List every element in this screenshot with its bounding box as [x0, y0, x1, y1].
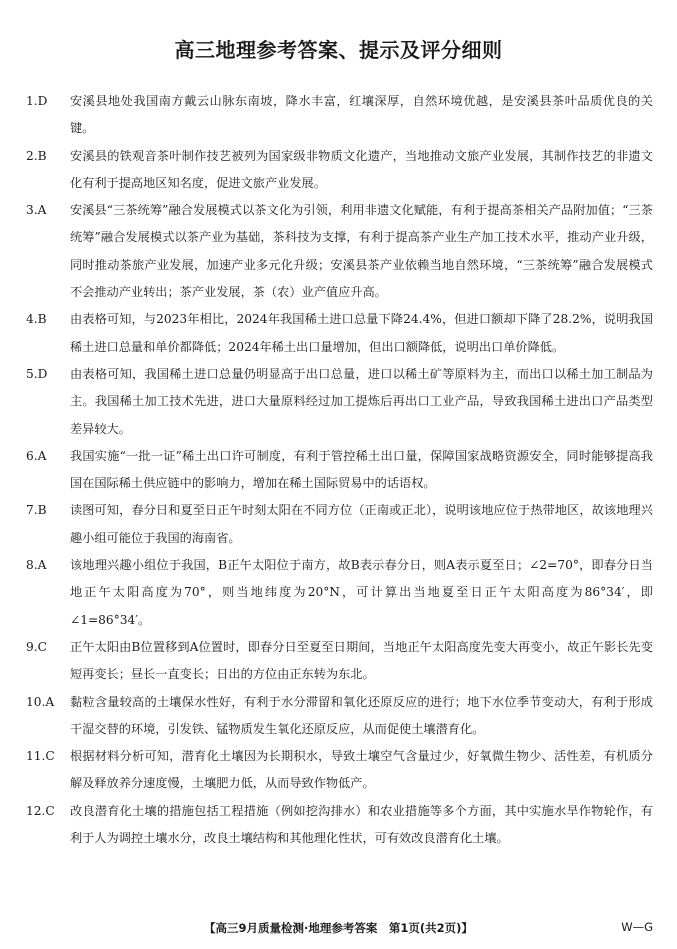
document-code: W—G	[621, 920, 653, 934]
answer-explanation: 安溪县“三茶统筹”融合发展模式以茶文化为引领，利用非遗文化赋能，有利于提高茶相关产品附加值；“三茶统筹”融合发展模式以茶产业为基础，茶科技为支撑，有利于提高茶产业生产加工技术水平，推动产业升级，同时推动茶旅产业发展，加速产业多元化升级；安溪县茶产业依赖当地自然环境，“三茶统筹”融合发展模式不会推动产业转出；茶产业发展，茶（农）业产值应升高。	[70, 203, 653, 300]
answer-explanation: 由表格可知，我国稀土进口总量仍明显高于出口总量，进口以稀土矿等原料为主，而出口以稀土加工制品为主。我国稀土加工技术先进，进口大量原料经过加工提炼后再出口工业产品，导致我国稀土进出口产品类型差异较大。	[70, 366, 653, 436]
answer-item	[26, 197, 653, 306]
page-title: 高三地理参考答案、提示及评分细则	[174, 38, 503, 62]
answer-number: 2.B	[26, 148, 47, 163]
answer-number: 3.A	[26, 203, 47, 218]
answer-number: 6.A	[26, 448, 47, 463]
answer-explanation: 安溪县地处我国南方戴云山脉东南坡，降水丰富，红壤深厚，自然环境优越，是安溪县茶叶品质优良的关键。	[70, 94, 653, 136]
answer-number: 8.A	[26, 558, 47, 573]
answer-explanation: 我国实施“一批一证”稀土出口许可制度，有利于管控稀土出口量，保障国家战略资源安全，同时能够提高我国在国际稀土供应链中的影响力，增加在稀土国际贸易中的话语权。	[70, 448, 653, 491]
answer-explanation: 由表格可知，与2023年相比，2024年我国稀土进口总量下降24.4%，但进口额却下降了28.2%，说明我国稀土进口总量和单价都降低；2024年稀土出口量增加，但出口额降低，说明出口单价降低。	[70, 312, 653, 354]
answer-item	[26, 743, 653, 798]
answer-item	[26, 689, 653, 744]
answer-item	[26, 143, 653, 198]
answer-number: 10.A	[26, 694, 55, 709]
answer-number: 1.D	[26, 94, 48, 108]
answer-item	[26, 443, 653, 498]
answer-explanation: 改良潜育化土壤的措施包括工程措施（例如挖沟排水）和农业措施等多个方面，其中实施水旱作物轮作，有利于人为调控土壤水分，改良土壤结构和其他理化性状，可有效改良潜育化土壤。	[70, 803, 653, 846]
answer-item	[26, 88, 653, 143]
answer-list	[26, 88, 653, 852]
answer-explanation: 该地理兴趣小组位于我国，B正午太阳位于南方，故B表示春分日，则A表示夏至日；∠2=70°，即春分日当地正午太阳高度为70°，则当地纬度为20°N，可计算出当地夏至日正午太阳高度为86°34′，即∠1=86°34′。	[70, 558, 653, 627]
answer-number: 7.B	[26, 503, 47, 518]
answer-explanation: 安溪县的铁观音茶叶制作技艺被列为国家级非物质文化遗产，当地推动文旅产业发展，其制作技艺的非遗文化有利于提高地区知名度，促进文旅产业发展。	[70, 148, 653, 190]
answer-item	[26, 552, 653, 634]
answer-item	[26, 361, 653, 443]
answer-item	[26, 798, 653, 853]
answer-number: 5.D	[26, 366, 48, 381]
page-footer: 【高三9月质量检测·地理参考答案 第1页(共2页)】	[204, 921, 473, 935]
answer-number: 9.C	[26, 639, 47, 654]
answer-item	[26, 306, 653, 361]
answer-explanation: 根据材料分析可知，潜育化土壤因为长期积水，导致土壤空气含量过少，好氧微生物少、活性差，有机质分解及释放养分速度慢，土壤肥力低，从而导致作物低产。	[70, 749, 653, 791]
answer-explanation: 黏粒含量较高的土壤保水性好，有利于水分滞留和氧化还原反应的进行；地下水位季节变动大，有利于形成干湿交替的环境，引发铁、锰物质发生氧化还原反应，从而促使土壤潜育化。	[70, 694, 653, 736]
answer-item	[26, 634, 653, 689]
answer-explanation: 读图可知，春分日和夏至日正午时刻太阳在不同方位（正南或正北），说明该地应位于热带地区，故该地理兴趣小组可能位于我国的海南省。	[70, 503, 653, 545]
answer-number: 11.C	[26, 749, 55, 764]
answer-number: 12.C	[26, 803, 55, 818]
answer-explanation: 正午太阳由B位置移到A位置时，即春分日至夏至日期间，当地正午太阳高度先变大再变小，故正午影长先变短再变长；昼长一直变长；日出的方位由正东转为东北。	[70, 639, 653, 682]
answer-number: 4.B	[26, 312, 47, 327]
answer-item	[26, 497, 653, 552]
